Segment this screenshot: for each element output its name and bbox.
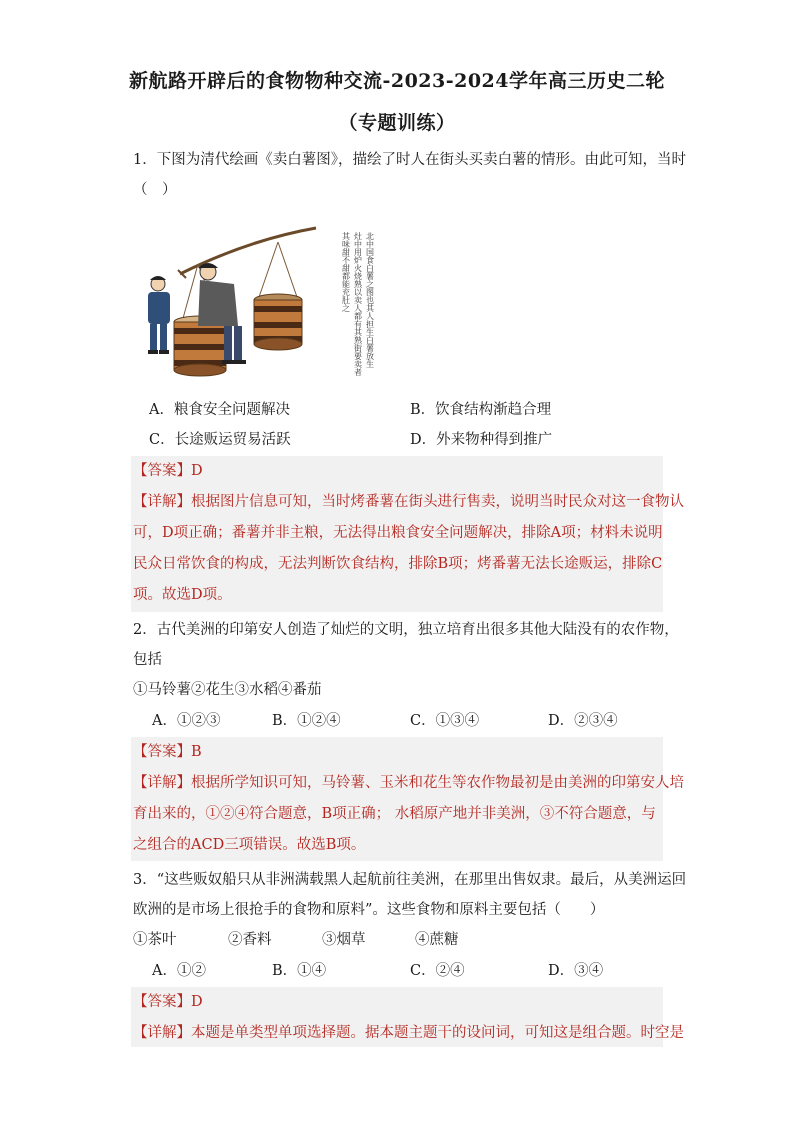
- q3-answer-label: 【答案】: [133, 994, 191, 1010]
- q1-detail-line4: 项。故选D项。: [133, 587, 232, 603]
- q1-answer-value: D: [191, 463, 203, 479]
- q3-option-b[interactable]: B．①④: [272, 963, 327, 979]
- q2-option-b[interactable]: B．①②④: [272, 713, 341, 729]
- q2-answer: [133, 742, 663, 762]
- q2-items: ①马铃薯②花生③水稻④番茄: [133, 682, 322, 698]
- q3-stem-line2: 欧洲的是市场上很抢手的食物和原料”。这些食物和原料主要包括（ ）: [133, 902, 605, 918]
- q1-image-caption-col3: 其味甜不甜都能充肚之: [341, 232, 351, 312]
- q2-detail-line2: [133, 804, 663, 824]
- q2-option-d[interactable]: D．②③④: [548, 713, 618, 729]
- q2-answer-value: B: [191, 744, 202, 760]
- q3-stem-line1: 3．“这些贩奴船只从非洲满载黑人起航前往美洲，在那里出售奴隶。最后，从美洲运回: [133, 872, 687, 888]
- q2-detail-text2d: ③: [539, 806, 555, 822]
- q1-illustration-selling-sweet-potatoes: [138, 222, 388, 382]
- q3-answer: [133, 992, 663, 1012]
- q2-detail-line3: 之组合的ACD三项错误。故选B项。: [133, 837, 366, 853]
- q2-detail-text2a: 育出来的，: [133, 806, 206, 822]
- q2-option-c[interactable]: C．①③④: [410, 713, 480, 729]
- q2-detail-text1: 根据所学知识可知，马铃薯、玉米和花生等农作物最初是由美洲的印第安人培: [191, 775, 684, 791]
- q1-detail-line2: 可，D项正确；番薯并非主粮，无法得出粮食安全问题解决，排除A项；材料未说明: [133, 525, 663, 541]
- q1-stem-line1: 1．下图为清代绘画《卖白薯图》，描绘了时人在街头买卖白薯的情形。由此可知，当时: [133, 152, 686, 168]
- q3-detail-line1: [133, 1023, 684, 1043]
- doc-title-line1: 新航路开辟后的食物物种交流-2023-2024学年高三历史二轮: [128, 70, 666, 92]
- q2-detail-text2e: 不符合题意，与: [554, 806, 656, 822]
- q2-option-a[interactable]: A．①②③: [152, 713, 221, 729]
- q1-detail-label: 【详解】: [133, 494, 191, 510]
- q1-option-c[interactable]: C．长途贩运贸易活跃: [149, 432, 291, 448]
- q1-option-d[interactable]: D．外来物种得到推广: [410, 432, 553, 448]
- q1-image-caption-col1: 北中国食白薯之图也其人担生白薯放生: [365, 232, 375, 368]
- q3-option-d[interactable]: D．③④: [548, 963, 604, 979]
- q1-option-a[interactable]: A．粮食安全问题解决: [149, 402, 290, 418]
- q2-detail-label: 【详解】: [133, 775, 191, 791]
- q2-detail-line1: [133, 773, 684, 793]
- q3-item-1: ①茶叶: [133, 932, 177, 948]
- q1-answer: [133, 461, 663, 481]
- q2-stem-line2: 包括: [133, 652, 162, 668]
- q3-answer-value: D: [191, 994, 203, 1010]
- q2-detail-text2c: 符合题意，B项正确； 水稻原产地并非美洲，: [249, 806, 540, 822]
- q3-option-a[interactable]: A．①②: [152, 963, 206, 979]
- q1-detail-line3: 民众日常饮食的构成，无法判断饮食结构，排除B项；烤番薯无法长途贩运，排除C: [133, 556, 663, 572]
- q3-item-3: ③烟草: [322, 932, 366, 948]
- q2-stem-line1: 2．古代美洲的印第安人创造了灿烂的文明，独立培育出很多其他大陆没有的农作物，: [133, 622, 679, 638]
- q1-detail-line1: [133, 492, 684, 512]
- q3-item-4: ④蔗糖: [415, 932, 459, 948]
- q3-option-c[interactable]: C．②④: [410, 963, 465, 979]
- doc-title-line2: （专题训练）: [338, 112, 456, 134]
- q3-detail-label: 【详解】: [133, 1025, 191, 1041]
- q2-answer-label: 【答案】: [133, 744, 191, 760]
- q1-answer-label: 【答案】: [133, 463, 191, 479]
- q3-item-2: ②香料: [228, 932, 272, 948]
- q2-detail-text2b: ①②④: [205, 806, 249, 822]
- q1-image-caption-col2: 灶中用炉火烧熟以卖人都有其熟街要卖者: [353, 232, 363, 376]
- q1-option-b[interactable]: B．饮食结构渐趋合理: [410, 402, 552, 418]
- q3-detail-text1: 本题是单类型单项选择题。据本题主题干的设问词，可知这是组合题。时空是: [191, 1025, 684, 1041]
- q1-stem-line2: （ ）: [133, 182, 177, 198]
- q1-detail-text1: 根据图片信息可知，当时烤番薯在街头进行售卖，说明当时民众对这一食物认: [191, 494, 684, 510]
